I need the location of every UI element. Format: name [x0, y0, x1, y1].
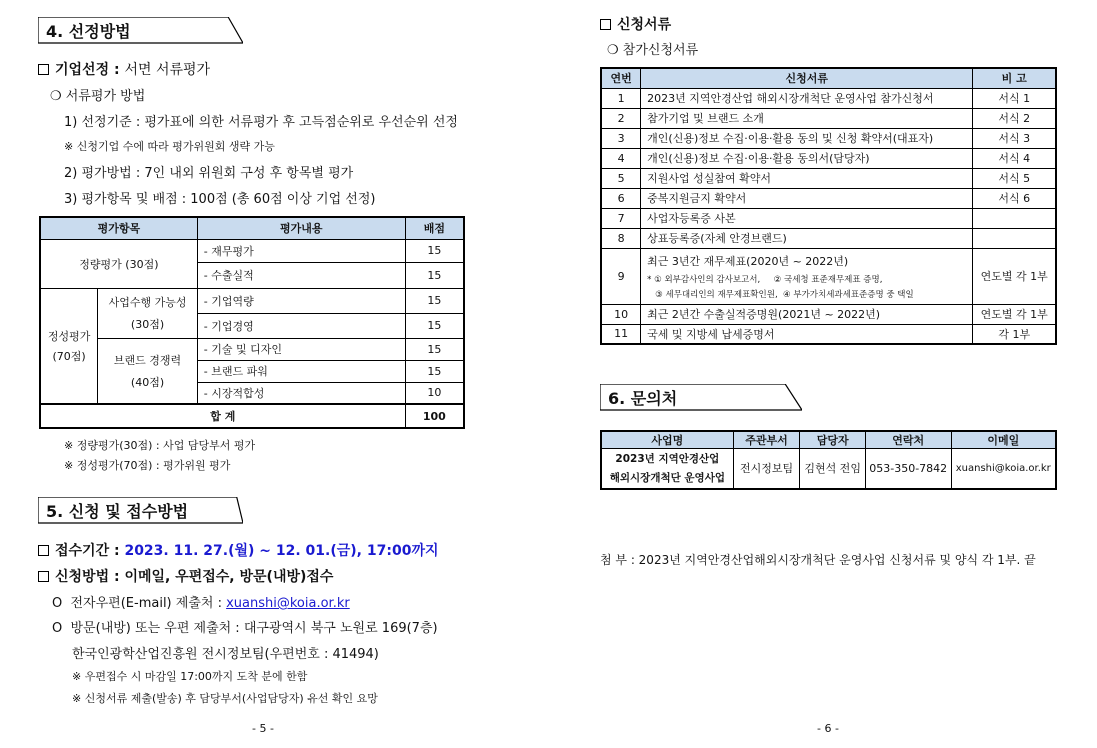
- docs-note: [973, 228, 1056, 248]
- contact-biz: [601, 449, 733, 489]
- docs-no: 3: [601, 128, 641, 148]
- docs-title: 신청서류: [617, 17, 672, 33]
- circle-bullet-icon: ❍: [50, 89, 66, 104]
- apply-method-line: [38, 566, 333, 586]
- eval-score: 15: [405, 288, 464, 313]
- contact-header-biz: 사업명: [601, 431, 733, 449]
- corp-select-value: 서면 서류평가: [124, 62, 211, 78]
- docs-note: 연도별 각 1부: [973, 304, 1056, 324]
- docs-doc: 참가기업 및 브랜드 소개: [641, 108, 973, 128]
- docs-table: [600, 67, 1057, 345]
- contact-person: 김현석 전임: [800, 449, 866, 489]
- docs-doc-multi: [641, 248, 973, 304]
- doc-eval-method: [50, 85, 145, 104]
- docs-doc: 상표등록증(자체 안경브랜드): [641, 228, 973, 248]
- section-4-title: 4. 선정방법: [46, 22, 131, 41]
- eval-header-content: 평가내용: [197, 217, 405, 239]
- corp-select-label: 기업선정 :: [55, 62, 125, 78]
- visit-address: 방문(내방) 또는 우편 제출처 : 대구광역시 북구 노원로 169(7층): [70, 621, 438, 636]
- biz-label-line2: (30점): [130, 318, 165, 331]
- doc-eval-method-text: 서류평가 방법: [65, 89, 146, 104]
- criteria-item-1: 1) 선정기준 : 평가표에 의한 서류평가 후 고득점순위로 우선순위 선정: [64, 115, 458, 130]
- page-number-right: - 6 -: [817, 722, 839, 735]
- contact-table: [600, 430, 1057, 490]
- corp-select-line: [38, 59, 210, 79]
- criteria-note-1: ※ 신청기업 수에 따라 평가위원회 생략 가능: [64, 140, 275, 153]
- quant-label: 정량평가 (30점): [40, 239, 197, 288]
- eval-content: - 시장적합성: [197, 382, 405, 404]
- checkbox-square-icon: [600, 19, 611, 30]
- contact-biz-line1: 2023년 지역안경산업: [615, 453, 720, 466]
- docs-note: 서식 3: [973, 128, 1056, 148]
- contact-biz-line2: 해외시장개척단 운영사업: [609, 472, 725, 485]
- docs-note: 서식 1: [973, 88, 1056, 108]
- section-5-title: 5. 신청 및 접수방법: [46, 502, 189, 521]
- docs-doc: 개인(신용)정보 수집·이용·활용 동의 및 신청 확약서(대표자): [641, 128, 973, 148]
- docs-doc: 개인(신용)정보 수집·이용·활용 동의서(담당자): [641, 148, 973, 168]
- docs-header-doc: 신청서류: [641, 68, 973, 88]
- eval-score: 15: [405, 360, 464, 382]
- section-4-header: [38, 17, 243, 44]
- docs-doc: 최근 3년간 재무제표(2020년 ~ 2022년): [647, 254, 849, 268]
- docs-header-no: 연번: [601, 68, 641, 88]
- docs-note: [973, 208, 1056, 228]
- docs-no: 1: [601, 88, 641, 108]
- eval-score: 15: [405, 262, 464, 288]
- visit-line-2: 한국인광학산업진흥원 전시정보팀(우편번호 : 41494): [72, 647, 379, 662]
- criteria-item-3: 3) 평가항목 및 배점 : 100점 (총 60점 이상 기업 선정): [64, 192, 376, 207]
- qual-label-line2: (70점): [52, 349, 86, 363]
- checkbox-square-icon: [38, 571, 49, 582]
- docs-doc-sub: ③ 세무대리인의 재무제표확인원, ④ 부가가치세과세표준증명 중 택일: [655, 289, 914, 300]
- docs-sub: 참가신청서류: [622, 43, 699, 58]
- period-value: 2023. 11. 27.(월) ~ 12. 01.(금), 17:00까지: [124, 543, 439, 559]
- contact-header-email: 이메일: [951, 431, 1056, 449]
- eval-header-score: 배점: [405, 217, 464, 239]
- contact-header-phone: 연락처: [865, 431, 951, 449]
- eval-total-score: 100: [405, 404, 464, 428]
- biz-label-line1: 사업수행 가능성: [108, 296, 187, 309]
- eval-content: - 기업역량: [197, 288, 405, 313]
- period-label: 접수기간 :: [55, 543, 125, 559]
- brand-label: [98, 338, 198, 404]
- docs-no: 2: [601, 108, 641, 128]
- note-quant: ※ 정량평가(30점) : 사업 담당부서 평가: [64, 439, 256, 452]
- note-mail: ※ 우편접수 시 마감일 17:00까지 도착 분에 한함: [72, 670, 308, 683]
- contact-dept: 전시정보팀: [733, 449, 800, 489]
- docs-note: 서식 2: [973, 108, 1056, 128]
- docs-no: 11: [601, 324, 641, 344]
- section-5-tab-shape: [38, 497, 243, 524]
- email-link[interactable]: xuanshi@koia.or.kr: [226, 596, 350, 611]
- docs-doc: 사업자등록증 사본: [641, 208, 973, 228]
- email-label: 전자우편(E-mail) 제출처 :: [70, 596, 227, 611]
- apply-method: 신청방법 : 이메일, 우편접수, 방문(내방)접수: [55, 569, 334, 585]
- docs-note: 각 1부: [973, 324, 1056, 344]
- attachment-note: 첨 부 : 2023년 지역안경산업해외시장개척단 운영사업 신청서류 및 양식 각 1부. 끝: [600, 553, 1036, 567]
- circle-bullet-icon: ❍: [607, 43, 623, 58]
- eval-content: - 기술 및 디자인: [197, 338, 405, 360]
- page-number-left: - 5 -: [252, 722, 274, 735]
- checkbox-square-icon: [38, 64, 49, 75]
- docs-note: 서식 4: [973, 148, 1056, 168]
- contact-phone: 053-350-7842: [865, 449, 951, 489]
- eval-total-label: 합 계: [40, 404, 405, 428]
- eval-table: [39, 216, 465, 429]
- eval-score: 15: [405, 313, 464, 338]
- section-5-header: [38, 497, 243, 524]
- docs-doc: 지원사업 성실참여 확약서: [641, 168, 973, 188]
- docs-no: 5: [601, 168, 641, 188]
- docs-no: 9: [601, 248, 641, 304]
- docs-note: 서식 6: [973, 188, 1056, 208]
- docs-doc: 중복지원금지 확약서: [641, 188, 973, 208]
- section-4-tab-shape: [38, 17, 243, 44]
- eval-content: - 브랜드 파워: [197, 360, 405, 382]
- docs-doc: 최근 2년간 수출실적증명원(2021년 ~ 2022년): [641, 304, 973, 324]
- email-line: [52, 592, 350, 611]
- circle-bullet-icon: O: [52, 596, 71, 611]
- docs-note: 서식 5: [973, 168, 1056, 188]
- docs-header-note: 비 고: [973, 68, 1056, 88]
- docs-no: 4: [601, 148, 641, 168]
- eval-content: - 기업경영: [197, 313, 405, 338]
- qual-label: [40, 288, 98, 404]
- docs-doc-sub: * ① 외부감사인의 감사보고서, ② 국세청 표준재무제표 증명,: [647, 274, 883, 285]
- biz-label: [98, 288, 198, 338]
- eval-header-item: 평가항목: [40, 217, 197, 239]
- section-6-title: 6. 문의처: [608, 389, 678, 408]
- docs-doc: 국세 및 지방세 납세증명서: [641, 324, 973, 344]
- eval-content: - 재무평가: [197, 239, 405, 262]
- docs-no: 10: [601, 304, 641, 324]
- circle-bullet-icon: O: [52, 621, 71, 636]
- brand-label-line1: 브랜드 경쟁력: [113, 353, 182, 367]
- period-line: [38, 540, 439, 560]
- contact-email: xuanshi@koia.or.kr: [951, 449, 1056, 489]
- docs-no: 6: [601, 188, 641, 208]
- docs-doc: 2023년 지역안경산업 해외시장개척단 운영사업 참가신청서: [641, 88, 973, 108]
- eval-score: 15: [405, 239, 464, 262]
- contact-header-person: 담당자: [800, 431, 866, 449]
- eval-score: 15: [405, 338, 464, 360]
- criteria-item-2: 2) 평가방법 : 7인 내외 위원회 구성 후 항목별 평가: [64, 166, 354, 181]
- docs-no: 8: [601, 228, 641, 248]
- visit-line: [52, 617, 438, 636]
- qual-label-line1: 정성평가: [47, 329, 91, 343]
- docs-sub-line: [607, 39, 698, 58]
- brand-label-line2: (40점): [130, 375, 165, 389]
- note-qual: ※ 정성평가(70점) : 평가위원 평가: [64, 459, 231, 472]
- contact-header-dept: 주관부서: [733, 431, 800, 449]
- eval-score: 10: [405, 382, 464, 404]
- note-check: ※ 신청서류 제출(발송) 후 담당부서(사업담당자) 유선 확인 요망: [72, 692, 378, 705]
- docs-note: 연도별 각 1부: [973, 248, 1056, 304]
- docs-no: 7: [601, 208, 641, 228]
- section-6-header: [600, 384, 802, 411]
- docs-title-line: [600, 14, 671, 34]
- section-6-tab-shape: [600, 384, 802, 411]
- eval-content: - 수출실적: [197, 262, 405, 288]
- checkbox-square-icon: [38, 545, 49, 556]
